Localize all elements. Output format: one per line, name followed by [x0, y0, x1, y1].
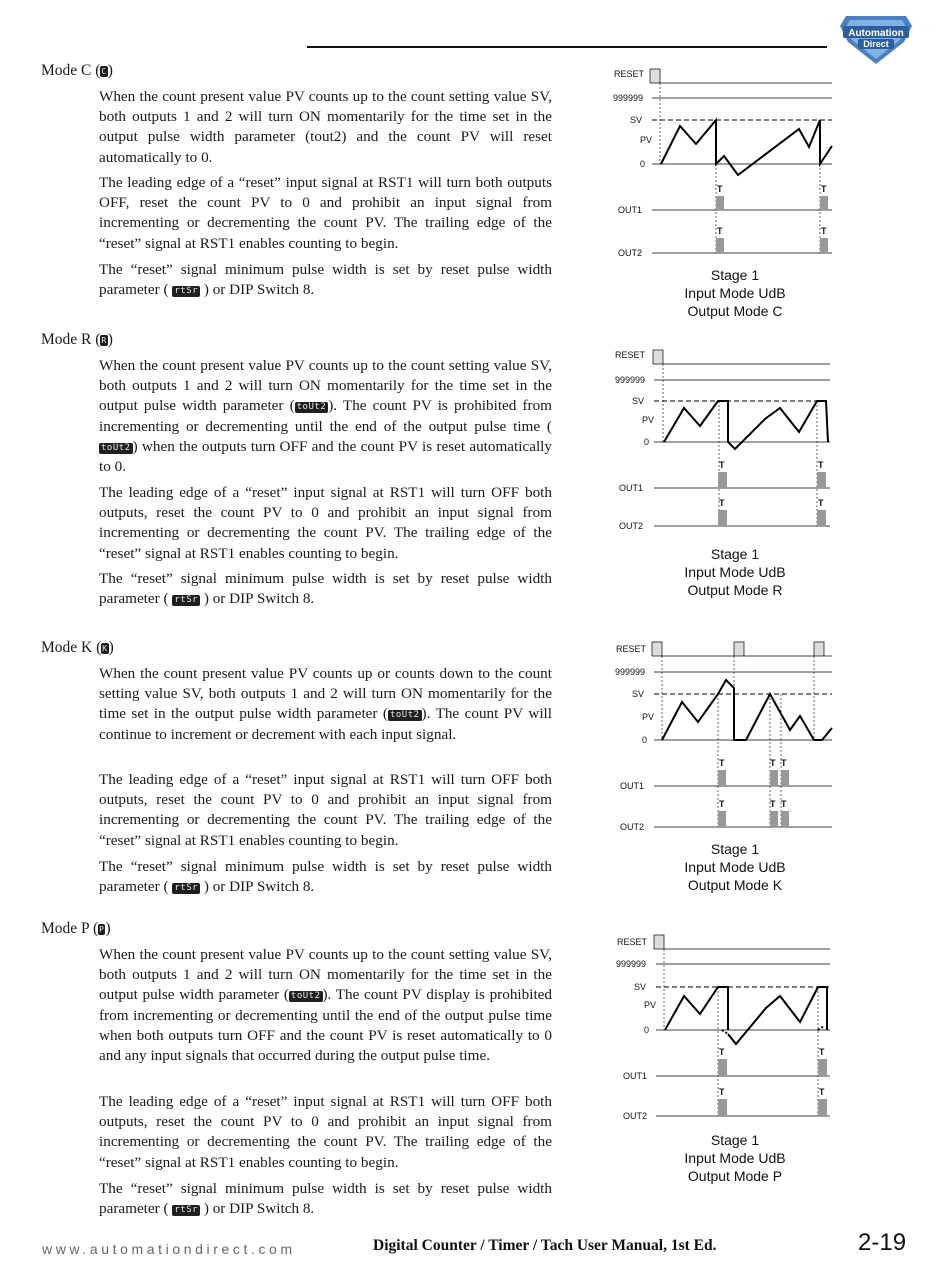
footer-website: www.automationdirect.com	[42, 1241, 296, 1257]
mode-c-heading: Mode C (C)	[41, 62, 113, 79]
svg-text:PV: PV	[642, 415, 655, 425]
mode-r-heading: Mode R (R)	[41, 331, 113, 348]
mode-r-caption: Stage 1 Input Mode UdB Output Mode R	[684, 546, 786, 598]
mode-p-symbol: P	[99, 925, 105, 934]
svg-text:SV: SV	[630, 115, 643, 125]
svg-text:OUT1: OUT1	[619, 483, 644, 493]
svg-text:SV: SV	[632, 689, 645, 699]
mode-r-paragraph-1: When the count present value PV counts up to the count setting value SV, both outputs 1 and 2 will turn ON momentarily for the time set in the output pulse width parameter ( toUt2 ). The count PV is prohibited from incrementing or decrementing until the end of the output pulse time (toUt2 ) when the outputs turn OFF and the count PV is reset automatically to 0.	[99, 357, 552, 476]
svg-text:T: T	[821, 184, 827, 194]
mode-k-timing-diagram	[610, 638, 840, 838]
footer-manual-title: Digital Counter / Timer / Tach User Manual, 1st Ed.	[373, 1237, 717, 1254]
svg-text:T: T	[821, 226, 827, 236]
mode-p-caption: Stage 1 Input Mode UdB Output Mode P	[684, 1132, 786, 1184]
mode-k-caption: Stage 1 Input Mode UdB Output Mode K	[684, 841, 786, 893]
svg-text:PV: PV	[640, 135, 653, 145]
mode-k-symbol: K	[102, 644, 108, 653]
svg-text:OUT2: OUT2	[623, 1111, 648, 1121]
svg-text:T: T	[717, 184, 723, 194]
svg-text:T: T	[719, 1087, 725, 1097]
svg-text:OUT1: OUT1	[618, 205, 643, 215]
mode-r-paragraph-2: The leading edge of a “reset” input signal at RST1 will turn OFF both outputs, reset the count PV to 0 and prohibit an input signal from incrementing or decrementing the count PV. The trailing edge of the “reset” signal at RST1 enables counting to begin.	[99, 484, 552, 562]
mode-k-paragraph-3: The “reset” signal minimum pulse width is set by reset pulse width parameter ( rtSr ) or DIP Switch 8.	[99, 858, 552, 896]
svg-text:T: T	[819, 1047, 825, 1057]
tout2-symbol: toUt2	[389, 710, 420, 721]
mode-p-paragraph-1: When the count present value PV counts up to the count setting value SV, both outputs 1 and 2 will turn ON momentarily for the time set in the output pulse width parameter ( toUt2 ). The count PV display is prohibited from incrementing or decrementing until the end of the output pulse time when both outputs turn OFF and the count PV is reset automatically to 0 and any input signals that occurred during the output pulse time.	[99, 946, 552, 1065]
svg-text:SV: SV	[632, 396, 645, 406]
mode-r-symbol: R	[101, 336, 107, 345]
svg-text:999999: 999999	[615, 375, 646, 385]
mode-p-paragraph-2: The leading edge of a “reset” input signal at RST1 will turn OFF both outputs, reset the count PV to 0 and prohibit an input signal from incrementing or decrementing the count PV. The trailing edge of the “reset” signal at RST1 enables counting to begin.	[99, 1093, 552, 1171]
rtsr-symbol: rtSr	[174, 1205, 199, 1216]
rtsr-symbol: rtSr	[174, 883, 199, 894]
mode-r-timing-diagram	[610, 346, 840, 536]
mode-k-paragraph-2: The leading edge of a “reset” input signal at RST1 will turn OFF both outputs, reset the count PV to 0 and prohibit an input signal from incrementing or decrementing the count PV. The trailing edge of the “reset” signal at RST1 enables counting to begin.	[99, 771, 552, 849]
svg-text:T: T	[719, 799, 725, 809]
svg-text:T: T	[717, 226, 723, 236]
svg-text:OUT2: OUT2	[620, 822, 645, 832]
svg-text:T: T	[818, 460, 824, 470]
svg-text:OUT2: OUT2	[619, 521, 644, 531]
logo-text-line2: Direct	[863, 39, 889, 49]
svg-text:999999: 999999	[616, 959, 647, 969]
mode-c-paragraph-1: When the count present value PV counts up to the count setting value SV, both outputs 1 and 2 will turn ON momentarily for the time set in the output pulse width parameter (tout2) and the count PV will reset automatically to 0.	[99, 88, 552, 166]
svg-text:T: T	[819, 1087, 825, 1097]
mode-k-heading: Mode K (K)	[41, 639, 114, 656]
automationdirect-logo	[838, 12, 914, 66]
svg-text:T: T	[719, 758, 725, 768]
logo-text-line1: Automation	[848, 28, 904, 39]
mode-c-paragraph-3: The “reset” signal minimum pulse width is set by reset pulse width parameter ( rtSr ) or DIP Switch 8.	[99, 261, 552, 299]
svg-text:0: 0	[640, 159, 646, 169]
svg-text:T: T	[719, 498, 725, 508]
mode-c-caption: Stage 1 Input Mode UdB Output Mode C	[684, 267, 786, 319]
svg-text:OUT2: OUT2	[618, 248, 643, 258]
mode-c-paragraph-2: The leading edge of a “reset” input signal at RST1 will turn both outputs OFF, reset the count PV to 0 and prohibit an input signal from incrementing or decrementing the count PV. The trailing edge of the “reset” signal at RST1 enables counting to begin.	[99, 174, 552, 252]
svg-text:T: T	[719, 1047, 725, 1057]
header-rule	[307, 46, 827, 48]
svg-text:RESET: RESET	[614, 69, 645, 79]
mode-k-paragraph-1: When the count present value PV counts up or counts down to the count setting value SV, both outputs 1 and 2 will turn ON momentarily for the time set in the output pulse width parameter ( toUt2 ). The count PV will continue to increment or decrement with each input signal.	[99, 665, 552, 743]
svg-text:0: 0	[644, 1025, 650, 1035]
svg-text:T: T	[818, 498, 824, 508]
mode-p-heading: Mode P (P)	[41, 920, 111, 937]
svg-text:RESET: RESET	[617, 937, 648, 947]
rtsr-symbol: rtSr	[174, 595, 199, 606]
svg-text:SV: SV	[634, 982, 647, 992]
rtsr-symbol: rtSr	[174, 286, 199, 297]
svg-text:T: T	[719, 460, 725, 470]
svg-text:999999: 999999	[613, 93, 644, 103]
svg-text:T: T	[781, 758, 787, 768]
mode-c-symbol: C	[101, 67, 107, 76]
svg-text:RESET: RESET	[616, 644, 647, 654]
page-number: 2-19	[858, 1229, 907, 1256]
svg-text:RESET: RESET	[615, 350, 646, 360]
mode-p-paragraph-3: The “reset” signal minimum pulse width is set by reset pulse width parameter ( rtSr ) or DIP Switch 8.	[99, 1180, 552, 1218]
svg-text:PV: PV	[644, 1000, 657, 1010]
tout2-symbol: toUt2	[296, 402, 327, 413]
svg-text:0: 0	[644, 437, 650, 447]
svg-text:OUT1: OUT1	[623, 1071, 648, 1081]
mode-r-paragraph-3: The “reset” signal minimum pulse width is set by reset pulse width parameter ( rtSr ) or DIP Switch 8.	[99, 570, 552, 608]
mode-c-timing-diagram	[610, 64, 840, 264]
tout2-symbol: toUt2	[290, 991, 321, 1002]
svg-text:OUT1: OUT1	[620, 781, 645, 791]
svg-text:999999: 999999	[615, 667, 646, 677]
svg-text:T: T	[781, 799, 787, 809]
svg-text:T: T	[770, 799, 776, 809]
svg-text:0: 0	[642, 735, 648, 745]
svg-text:T: T	[770, 758, 776, 768]
svg-text:PV: PV	[642, 712, 655, 722]
tout2-symbol: toUt2	[101, 442, 131, 453]
mode-p-timing-diagram	[610, 932, 840, 1127]
